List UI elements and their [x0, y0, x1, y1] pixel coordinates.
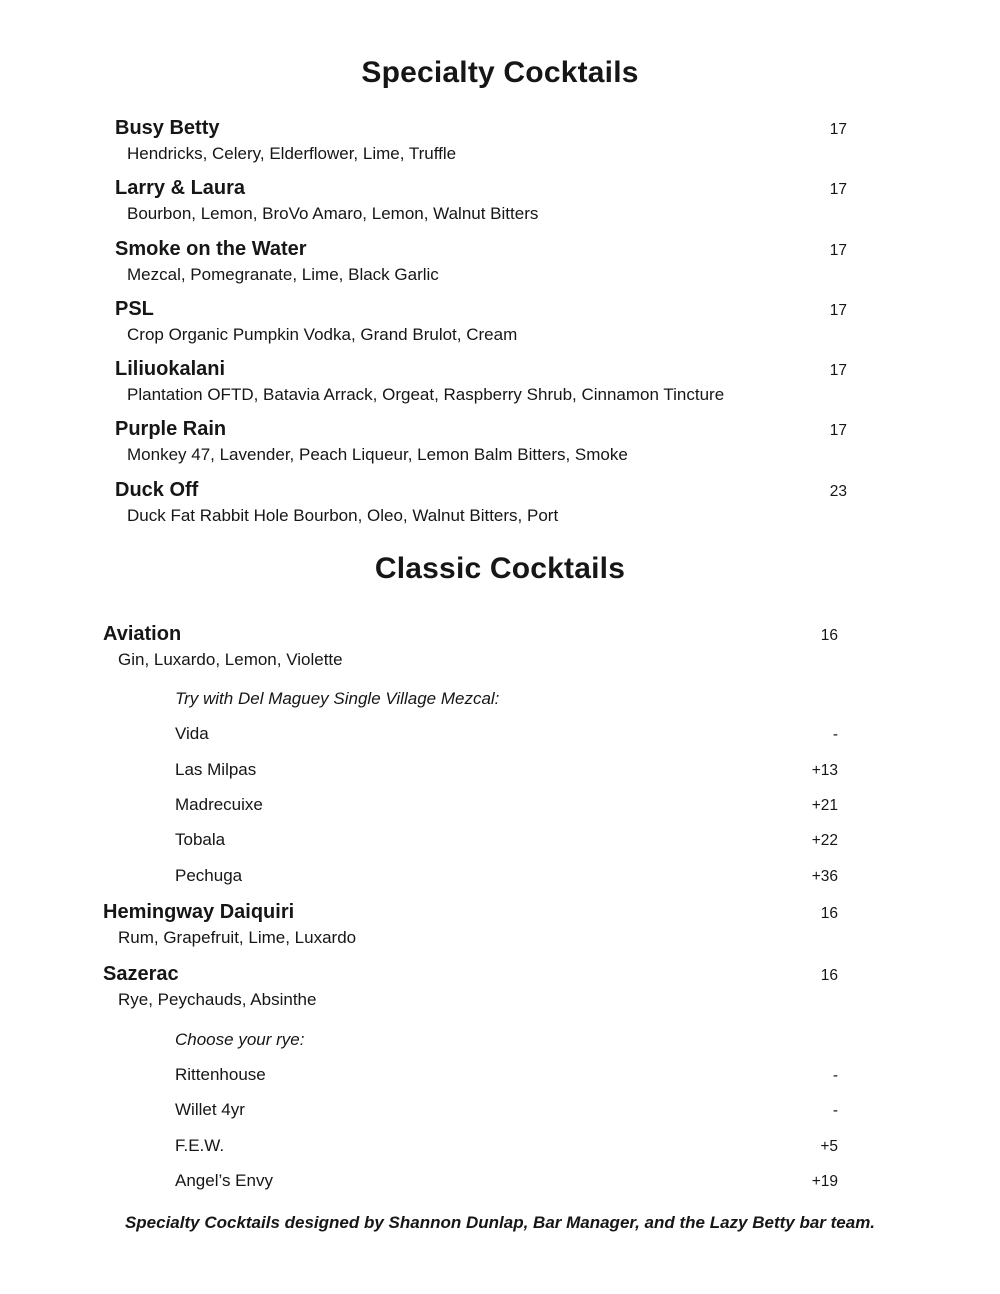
variant-name: Rittenhouse — [175, 1064, 266, 1084]
item-description: Duck Fat Rabbit Hole Bourbon, Oleo, Walnut Bitters, Port — [127, 505, 559, 525]
item-name: Purple Rain — [115, 418, 227, 441]
item-description: Rye, Peychauds, Absinthe — [118, 990, 317, 1010]
menu-item — [115, 417, 847, 465]
item-name: Smoke on the Water — [115, 237, 307, 260]
menu-item — [103, 622, 838, 886]
item-description: Rum, Grapefruit, Lime, Luxardo — [118, 928, 357, 948]
item-price: 17 — [829, 241, 847, 259]
variant-group-label: Choose your rye: — [175, 1029, 305, 1049]
item-description: Plantation OFTD, Batavia Arrack, Orgeat, Raspberry Shrub, Cinnamon Tincture — [127, 385, 725, 404]
item-description: Hendricks, Celery, Elderflower, Lime, Truffle — [127, 144, 457, 163]
item-row — [115, 116, 847, 140]
footer-credit: Specialty Cocktails designed by Shannon Dunlap, Bar Manager, and the Lazy Betty bar team. — [124, 1213, 876, 1233]
variant-row — [175, 865, 838, 886]
item-name: Busy Betty — [115, 117, 220, 139]
variant-group-label: Try with Del Maguey Single Village Mezcal: — [175, 689, 500, 708]
item-name: Duck Off — [115, 478, 199, 501]
item-row — [115, 176, 847, 200]
menu-item — [115, 116, 847, 164]
variant-price: +21 — [811, 797, 838, 814]
item-price: 17 — [829, 301, 847, 319]
variant-price: - — [832, 726, 838, 744]
item-row — [115, 357, 847, 381]
section-classic-cocktails — [0, 552, 1000, 1192]
variant-price: +22 — [811, 832, 838, 850]
item-price: 16 — [820, 905, 838, 923]
item-description: Bourbon, Lemon, BroVo Amaro, Lemon, Walnut Bitters — [127, 204, 539, 224]
item-row — [103, 962, 838, 986]
item-price: 16 — [820, 967, 838, 985]
menu-item — [115, 237, 847, 285]
item-price: 17 — [829, 181, 847, 199]
section-title: Specialty Cocktails — [361, 56, 639, 89]
variant-price: +19 — [811, 1173, 838, 1190]
variant-row — [175, 1064, 838, 1085]
variant-name: Willet 4yr — [175, 1100, 245, 1120]
item-price: 16 — [820, 626, 838, 644]
item-row — [103, 900, 838, 924]
item-row — [115, 478, 847, 502]
item-name: Larry & Laura — [115, 177, 246, 200]
variant-name: Vida — [175, 724, 209, 744]
item-row — [115, 237, 847, 261]
variant-group — [175, 688, 838, 886]
item-price: 17 — [829, 121, 847, 138]
menu-item — [115, 297, 847, 345]
menu-item — [115, 357, 847, 405]
item-price: 23 — [829, 482, 847, 500]
menu-item — [103, 900, 838, 948]
variant-name: Pechuga — [175, 865, 243, 885]
variant-price: - — [832, 1066, 838, 1084]
item-price: 17 — [829, 362, 847, 379]
variant-name: Tobala — [175, 830, 226, 850]
variant-name: F.E.W. — [175, 1135, 225, 1155]
variant-row — [175, 794, 838, 815]
variant-price: +5 — [820, 1137, 838, 1155]
item-description: Crop Organic Pumpkin Vodka, Grand Brulot, Cream — [127, 324, 518, 344]
variant-name: Las Milpas — [175, 759, 257, 779]
item-row — [103, 622, 838, 646]
item-name: Hemingway Daiquiri — [103, 901, 295, 924]
variant-name: Angel’s Envy — [175, 1171, 273, 1190]
menu-item — [103, 962, 838, 1191]
menu-item — [115, 478, 847, 526]
section-specialty-cocktails — [0, 56, 1000, 526]
item-name: Aviation — [103, 622, 182, 645]
variant-row — [175, 829, 838, 850]
item-name: Sazerac — [103, 963, 179, 986]
section-body — [0, 116, 1000, 526]
section-body — [0, 622, 1000, 1192]
variant-row — [175, 1099, 838, 1120]
section-title: Classic Cocktails — [374, 551, 626, 585]
variant-price: +36 — [811, 867, 838, 885]
item-row — [115, 417, 847, 441]
variant-row — [175, 723, 838, 744]
item-name: PSL — [115, 297, 154, 320]
item-description: Mezcal, Pomegranate, Lime, Black Garlic — [127, 264, 439, 284]
item-row — [115, 297, 847, 321]
variant-price: - — [832, 1102, 838, 1120]
variant-group — [175, 1029, 838, 1192]
variant-row — [175, 759, 838, 780]
item-description: Monkey 47, Lavender, Peach Liqueur, Lemon Balm Bitters, Smoke — [127, 445, 628, 465]
variant-price: +13 — [811, 761, 838, 779]
variant-name: Madrecuixe — [175, 795, 263, 814]
menu-item — [115, 176, 847, 224]
item-name: Liliuokalani — [115, 358, 226, 380]
variant-row — [175, 1135, 838, 1156]
item-price: 17 — [829, 422, 847, 440]
item-description: Gin, Luxardo, Lemon, Violette — [118, 649, 343, 669]
variant-row — [175, 1170, 838, 1191]
